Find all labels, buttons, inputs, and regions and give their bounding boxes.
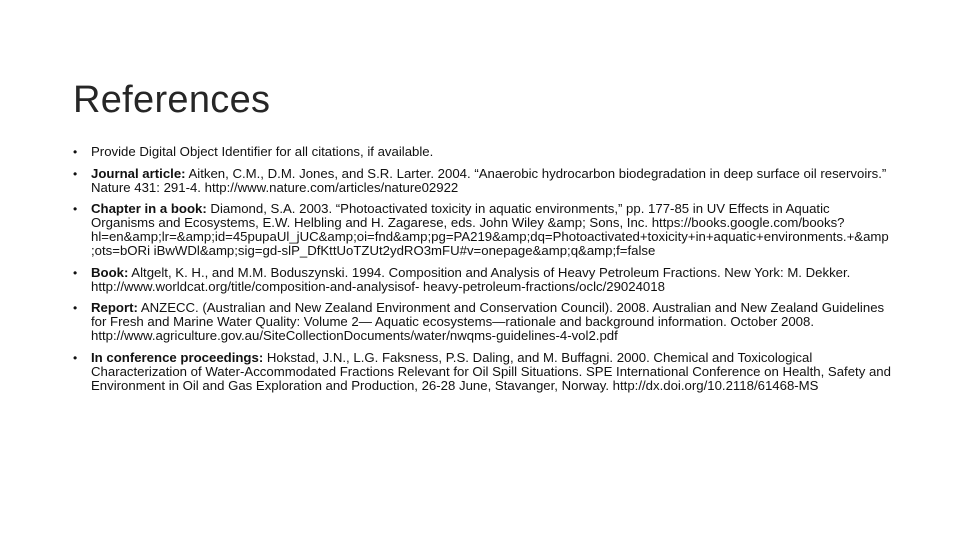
- reference-type-label: Journal article:: [91, 165, 186, 181]
- list-item: [73, 351, 891, 393]
- reference-type-label: Book:: [91, 264, 129, 280]
- reference-text: ANZECC. (Australian and New Zealand Environment and Conservation Council). 2008. Australian and New Zealand Guidelines for Fresh and Marine Water Quality: Volume 2— Aquatic ecosystems—rationale and background information. October 2008. http://www.agriculture.gov.au/SiteCollectionDocuments/water/nwqms-guidelines-4-vol2.pdf: [91, 300, 885, 343]
- reference-text: Aitken, C.M., D.M. Jones, and S.R. Larter. 2004. “Anaerobic hydrocarbon biodegradation in deep surface oil reservoirs.” Nature 431: 291-4. http://www.nature.com/articles/nature02922: [91, 165, 887, 195]
- page-title: References: [73, 79, 271, 122]
- reference-text: Hokstad, J.N., L.G. Faksness, P.S. Daling, and M. Buffagni. 2000. Chemical and Toxicological Characterization of Water-Accommodated Fractions Relevant for Oil Spill Situations. SPE International Conference on Health, Safety and Environment in Oil and Gas Exploration and Production, 26-28 June, Stavanger, Norway. http://dx.doi.org/10.2118/61468-MS: [91, 349, 891, 393]
- reference-type-label: Report:: [91, 300, 138, 315]
- reference-text: Provide Digital Object Identifier for all citations, if available.: [91, 144, 434, 159]
- reference-text: Altgelt, K. H., and M.M. Boduszynski. 1994. Composition and Analysis of Heavy Petroleum Fractions. New York: M. Dekker. http://www.worldcat.org/title/composition-and-analysisof- heavy-petroleum-fractions/oclc/29024018: [91, 264, 851, 294]
- reference-type-label: Chapter in a book:: [91, 201, 207, 216]
- bullet-icon: •: [73, 301, 78, 315]
- reference-list: [73, 145, 891, 400]
- bullet-icon: •: [73, 202, 78, 216]
- list-item: [73, 301, 891, 343]
- reference-text: Diamond, S.A. 2003. “Photoactivated toxicity in aquatic environments,” pp. 177-85 in UV Effects in Aquatic Organisms and Ecosystems, E.W. Helbling and H. Zagarese, eds. John Wiley &amp; Sons, Inc. https://books.google.com/books?hl=en&amp;lr=&amp;id=45pupaUl_jUC&amp;oi=fnd&amp;pg=PA219&amp;dq=Photoactivated+toxicity+in+aquatic+environments.+&amp;ots=bORi iBwWDl&amp;sig=gd-slP_DfKttUoTZUt2ydRO3mFU#v=onepage&amp;q&amp;f=false: [91, 201, 889, 258]
- bullet-icon: •: [73, 166, 78, 181]
- list-item: [73, 202, 891, 258]
- bullet-icon: •: [73, 350, 78, 365]
- bullet-icon: •: [73, 265, 78, 280]
- list-item: [73, 145, 891, 159]
- bullet-icon: •: [73, 145, 78, 159]
- reference-type-label: In conference proceedings:: [91, 349, 264, 365]
- list-item: [73, 167, 891, 195]
- list-item: [73, 266, 891, 294]
